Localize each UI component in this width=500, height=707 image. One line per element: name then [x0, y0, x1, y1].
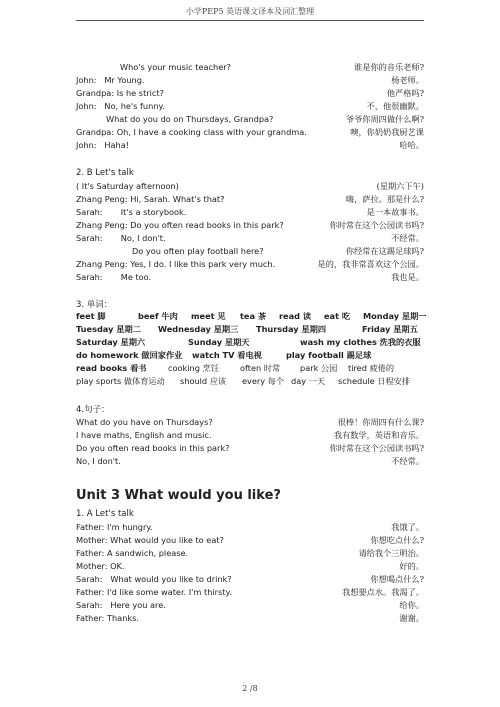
sentence-english: No, I don't. — [76, 456, 121, 466]
dialog-line — [76, 612, 424, 625]
dialog-english: Father: I'd like some water. I'm thirsty. — [76, 587, 232, 597]
vocab-item: Friday 星期五 — [362, 324, 418, 334]
vocab-row — [76, 336, 436, 349]
vocab-item: schedule 日程安排 — [338, 376, 411, 386]
vocab-item: feet 脚 — [76, 311, 106, 321]
vocab-item: play football 踢足球 — [286, 350, 372, 360]
dialog-english: Father: I'm hungry. — [76, 522, 153, 532]
vocab-item: read 读 — [279, 311, 312, 321]
dialog-line — [76, 61, 424, 74]
dialog-line — [76, 560, 424, 573]
vocab-item: cooking 烹饪 — [168, 363, 219, 373]
dialog-chinese: 给你。 — [399, 600, 424, 610]
sentence-english: I have maths, English and music. — [76, 430, 212, 440]
dialog-chinese: 他严格吗? — [386, 88, 424, 98]
vocab-item: Thursday 星期四 — [256, 324, 327, 334]
vocab-item: Wednesday 星期三 — [158, 324, 239, 334]
section-title: 3. 单词： — [76, 300, 113, 310]
dialog-chinese: (星期六下午) — [376, 181, 424, 191]
dialog-line — [76, 139, 424, 152]
vocab-row — [76, 375, 436, 388]
dialog-chinese: 哈哈。 — [399, 140, 424, 150]
dialog-english: Zhang Peng: Hi, Sarah. What's that? — [76, 194, 225, 204]
dialog-chinese: 不，他很幽默。 — [366, 101, 424, 111]
unit-heading: Unit 3 What would you like? — [76, 488, 281, 503]
vocab-row — [76, 362, 436, 375]
vocab-row — [76, 310, 436, 323]
dialog-line — [76, 219, 424, 232]
dialog-english: Zhang Peng: Do you often read books in this park? — [76, 220, 284, 230]
dialog-line — [76, 586, 424, 599]
dialog-chinese: 我也是。 — [391, 272, 424, 282]
sentence-english: What do you have on Thursdays? — [76, 417, 213, 427]
dialog-chinese: 你想吃点什么? — [370, 535, 424, 545]
dialog-english: John: Mr Young. — [76, 75, 145, 85]
vocab-item: Saturday 星期六 — [76, 337, 146, 347]
vocab-item: beef 牛肉 — [138, 311, 178, 321]
page-number: 2 /8 — [242, 684, 258, 693]
dialog-chinese: 好的。 — [399, 561, 424, 571]
vocab-item: Sunday 星期天 — [188, 337, 250, 347]
dialog-line — [76, 87, 424, 100]
dialog-line — [76, 126, 424, 139]
dialog-line — [76, 113, 424, 126]
dialog-line — [76, 245, 424, 258]
dialog-chinese: 嗨，萨拉。那是什么? — [345, 194, 424, 204]
sentence-english: Do you often read books in this park? — [76, 443, 230, 453]
vocab-item: watch TV 看电视 — [192, 350, 262, 360]
sentence-chinese: 你时常在这个公园读书吗? — [329, 443, 424, 453]
dialog-line — [76, 258, 424, 271]
sentence-chinese: 很棒！你周四有什么课? — [337, 417, 424, 427]
dialog-english: Mother: OK. — [76, 561, 125, 571]
dialog-chinese: 爷爷你周四做什么啊? — [345, 114, 424, 124]
dialog-chinese: 请给我个三明治。 — [358, 548, 424, 558]
section-title: 1. A Let's talk — [76, 509, 134, 519]
dialog-chinese: 噢，你奶奶我厨艺课 — [350, 127, 424, 137]
dialog-english: Sarah: It's a storybook. — [76, 207, 187, 217]
dialog-english: Sarah: What would you like to drink? — [76, 574, 232, 584]
dialog-line — [76, 180, 424, 193]
dialog-chinese: 你时常在这个公园读书吗? — [329, 220, 424, 230]
dialog-english: Who's your music teacher? — [120, 62, 231, 72]
dialog-english: Father: A sandwich, please. — [76, 548, 189, 558]
vocab-item: Tuesday 星期二 — [76, 324, 141, 334]
vocab-item: read books 看书 — [76, 363, 147, 373]
dialog-chinese: 杨老师。 — [391, 75, 424, 85]
dialog-chinese: 你想喝点什么? — [370, 574, 424, 584]
section-title: 4.句子： — [76, 405, 110, 415]
dialog-english: Sarah: Me too. — [76, 272, 152, 282]
vocab-row — [76, 323, 436, 336]
header-rule — [76, 20, 424, 21]
dialog-chinese: 是的，我非常喜欢这个公园。 — [317, 259, 424, 269]
vocab-item: tea 茶 — [240, 311, 267, 321]
dialog-chinese: 谁是你的音乐老师? — [354, 62, 424, 72]
dialog-line — [76, 74, 424, 87]
dialog-line — [76, 193, 424, 206]
dialog-chinese: 我想要点水。我渴了。 — [342, 587, 424, 597]
sentence-line — [76, 442, 424, 455]
dialog-english: Mother: What would you like to eat? — [76, 535, 224, 545]
vocab-item: Monday 星期一 — [363, 311, 427, 321]
dialog-english: Zhang Peng: Yes, I do. I like this park very much. — [76, 259, 276, 269]
dialog-english: Grandpa: Is he strict? — [76, 88, 164, 98]
dialog-line — [76, 271, 424, 284]
dialog-chinese: 不经常。 — [391, 233, 424, 243]
dialog-chinese: 是一本故事书。 — [366, 207, 424, 217]
dialog-line — [76, 100, 424, 113]
vocab-item: every 每个 — [242, 376, 285, 386]
sentence-line — [76, 429, 424, 442]
dialog-chinese: 谢谢。 — [399, 613, 424, 623]
sentence-chinese: 不经常。 — [391, 456, 424, 466]
dialog-line — [76, 547, 424, 560]
sentence-line — [76, 416, 424, 429]
vocab-item: do homework 做回家作业 — [76, 350, 183, 360]
page-header: 小学PEP5 英语课文译本及词汇整理 — [185, 7, 315, 16]
vocab-item: wash my clothes 洗我的衣服 — [300, 337, 421, 347]
vocab-item: meet 见 — [191, 311, 226, 321]
dialog-english: Grandpa: Oh, I have a cooking class with your grandma. — [76, 127, 307, 137]
dialog-english: John: Haha! — [76, 140, 130, 150]
sentence-chinese: 我有数学，英语和音乐。 — [333, 430, 424, 440]
dialog-line — [76, 521, 424, 534]
dialog-chinese: 我饿了。 — [391, 522, 424, 532]
sentence-line — [76, 455, 424, 468]
vocab-item: should 应该 — [180, 376, 227, 386]
dialog-line — [76, 573, 424, 586]
vocab-item: eat 吃 — [324, 311, 351, 321]
dialog-english: John: No, he's funny. — [76, 101, 165, 111]
vocab-item: park 公园 — [300, 363, 338, 373]
dialog-english: Sarah: Here you are. — [76, 600, 166, 610]
dialog-line — [76, 206, 424, 219]
dialog-line — [76, 232, 424, 245]
dialog-english: What do you do on Thursdays, Grandpa? — [106, 114, 274, 124]
dialog-english: Sarah: No, I don't. — [76, 233, 166, 243]
vocab-item: day 一天 — [291, 376, 326, 386]
vocab-row — [76, 349, 436, 362]
vocab-item: tired 疲倦的 — [348, 363, 395, 373]
dialog-chinese: 你经常在这踢足球吗? — [345, 246, 424, 256]
vocab-item: play sports 做体育运动 — [76, 376, 165, 386]
section-title: 2. B Let's talk — [76, 168, 134, 178]
dialog-line — [76, 534, 424, 547]
dialog-line — [76, 599, 424, 612]
dialog-english: ( It's Saturday afternoon) — [76, 181, 179, 191]
vocab-item: often 时常 — [240, 363, 281, 373]
dialog-english: Do you often play football here? — [132, 246, 264, 256]
dialog-english: Father: Thanks. — [76, 613, 140, 623]
